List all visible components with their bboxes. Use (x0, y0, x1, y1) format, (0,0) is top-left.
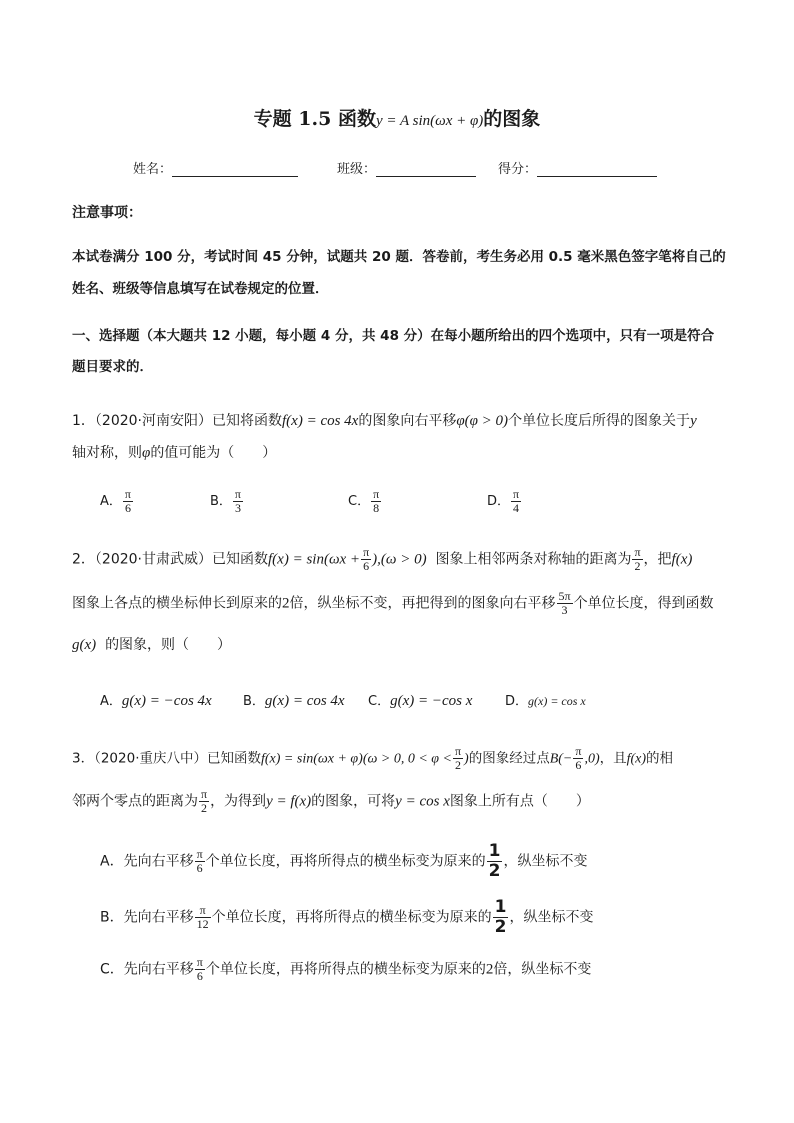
page-title (0, 104, 794, 131)
q3-formula: ,0) (584, 751, 600, 767)
class-field (337, 158, 476, 177)
frac-den: 6 (575, 758, 582, 772)
q2-formula: f(x) (671, 551, 693, 568)
fraction (371, 488, 381, 515)
q1-stem-line-1 (72, 410, 697, 432)
fraction (199, 788, 209, 815)
fraction (195, 956, 205, 983)
q1-option-b[interactable] (210, 488, 244, 515)
fraction (493, 898, 509, 937)
q3-text: ，为得到 (210, 793, 267, 810)
frac-den: 6 (196, 861, 203, 875)
frac-den: 3 (561, 603, 568, 617)
q2-option-d[interactable] (505, 690, 586, 709)
q1-option-a[interactable] (100, 488, 134, 515)
option-label: C． (348, 494, 371, 509)
fraction (557, 590, 573, 617)
q3-text: 图象上所有点（ ） (449, 793, 590, 810)
option-text: C．先向右平移 (100, 961, 194, 978)
q1-text: 的图象向右平移 (358, 413, 457, 429)
option-formula: g(x) = cos x (528, 694, 586, 708)
q2-text: 图象上相邻两条对称轴的距离为 (435, 551, 632, 568)
score-field (498, 158, 657, 177)
frac-num: π (195, 904, 211, 918)
q1-text: 个单位长度后所得的图象关于 (508, 413, 691, 429)
option-label: A． (100, 694, 122, 709)
frac-den: 6 (196, 969, 203, 983)
fraction (233, 488, 243, 515)
fraction (195, 904, 211, 931)
option-formula: g(x) = cos 4x (264, 693, 345, 709)
name-label: 姓名： (133, 162, 173, 177)
q2-text: 的图象，则（ ） (105, 637, 232, 653)
q1-text: 的值可能为（ ） (150, 445, 277, 461)
frac-den: 2 (494, 917, 507, 937)
q2-formula: f(x) = sin(ωx + (268, 551, 361, 568)
frac-den: 3 (234, 501, 241, 515)
q2-stem-line-3 (72, 634, 231, 656)
q2-option-c[interactable] (368, 690, 472, 710)
q3-option-a[interactable] (100, 842, 587, 881)
frac-num: π (373, 487, 380, 501)
notice-heading: 注意事项： (72, 205, 142, 221)
frac-den: 12 (196, 917, 209, 931)
frac-num: π (363, 545, 370, 559)
q3-text: 的图象经过点 (468, 750, 550, 767)
q3-formula: ) (464, 751, 469, 767)
fraction (511, 488, 521, 515)
fraction (123, 488, 133, 515)
frac-num: π (454, 744, 462, 758)
class-blank[interactable] (376, 162, 476, 177)
q1-stem-line-2 (72, 442, 276, 464)
frac-num: 1 (488, 841, 501, 861)
q1-option-d[interactable] (487, 488, 522, 515)
q1-formula: y (690, 413, 697, 429)
name-blank[interactable] (172, 162, 298, 177)
frac-num: π (634, 545, 641, 559)
fraction (195, 848, 205, 875)
option-label: B． (243, 694, 265, 709)
q3-text: ，且 (599, 750, 627, 767)
class-label: 班级： (337, 162, 377, 177)
q3-formula: f(x) = sin(ωx + φ)(ω > 0, 0 < φ < (261, 751, 452, 767)
option-text: 倍，纵坐标不变 (493, 961, 592, 978)
q3-stem-line-1 (72, 745, 673, 772)
title-suffix: 的图象 (483, 108, 541, 130)
q3-formula: y = f(x) (266, 793, 312, 810)
q2-text: 2．（2020·甘肃武威）已知函数 (72, 551, 268, 568)
q2-text: 个单位长度，得到函数 (573, 595, 714, 612)
q2-formula: g(x) (72, 637, 97, 653)
frac-den: 2 (455, 758, 461, 772)
option-formula: g(x) = −cos 4x (121, 693, 212, 709)
q3-option-c[interactable] (100, 956, 591, 983)
q1-formula: φ(φ > 0) (456, 413, 509, 429)
frac-num: π (575, 744, 582, 758)
frac-num: π (196, 847, 203, 861)
frac-num: π (196, 955, 203, 969)
q2-formula: ),(ω > 0) (372, 551, 427, 568)
q2-text: 图象上各点的横坐标伸长到原来的 (72, 595, 282, 612)
option-formula: 2 (485, 961, 494, 978)
q2-option-a[interactable] (100, 690, 212, 710)
q3-text: 的相 (646, 750, 674, 767)
q3-text: 3．（2020·重庆八中）已知函数 (72, 750, 261, 767)
notice-line-1: 本试卷满分 100 分，考试时间 45 分钟，试题共 20 题．答卷前，考生务必用 0.5 毫米黑色签字笔将自己的 (72, 249, 726, 265)
title-formula: y = A sin(ωx + φ) (375, 113, 484, 129)
frac-den: 2 (488, 861, 501, 881)
section-heading-line-1: 一、选择题（本大题共 12 小题，每小题 4 分，共 48 分）在每小题所给出的四个选项中，只有一项是符合 (72, 328, 715, 344)
q1-text: 1．（2020·河南安阳）已知将函数 (72, 413, 282, 429)
name-field (133, 158, 298, 177)
option-label: D． (505, 694, 529, 709)
option-text: B．先向右平移 (100, 909, 194, 926)
option-formula: g(x) = −cos x (390, 693, 473, 709)
frac-den: 2 (634, 559, 641, 573)
q2-text: ，把 (643, 551, 672, 568)
q2-stem-line-2 (72, 590, 714, 617)
option-text: ，纵坐标不变 (503, 853, 588, 870)
frac-num: π (234, 487, 241, 501)
fraction (632, 546, 642, 573)
q2-formula: 2 (282, 595, 290, 612)
q2-option-b[interactable] (243, 690, 345, 710)
frac-den: 8 (373, 501, 380, 515)
q3-text: 的图象，可将 (311, 793, 396, 810)
frac-den: 6 (363, 559, 370, 573)
option-text: 个单位长度，再将所得点的横坐标变为原来的 (205, 853, 486, 870)
q1-formula: f(x) = cos 4x (282, 413, 359, 429)
q2-stem-line-1 (72, 546, 692, 573)
fraction (573, 745, 583, 772)
option-label: D． (487, 494, 511, 509)
q3-option-b[interactable] (100, 898, 593, 937)
q3-formula: B(− (549, 751, 573, 767)
option-text: 个单位长度，再将所得点的横坐标变为原来的 (205, 961, 486, 978)
frac-den: 2 (201, 801, 208, 815)
fraction (361, 546, 371, 573)
frac-num: 5π (558, 589, 571, 603)
frac-den: 4 (513, 501, 520, 515)
q1-text: 轴对称，则 (72, 445, 142, 461)
frac-num: π (513, 487, 520, 501)
q2-text: 倍，纵坐标不变，再把得到的图象向右平移 (289, 595, 556, 612)
option-label: B． (210, 494, 232, 509)
option-text: ，纵坐标不变 (509, 909, 594, 926)
frac-num: π (201, 787, 208, 801)
q1-option-c[interactable] (348, 488, 382, 515)
option-text: 个单位长度，再将所得点的横坐标变为原来的 (211, 909, 492, 926)
q3-text: 邻两个零点的距离为 (72, 793, 198, 810)
q3-stem-line-2 (72, 788, 590, 815)
option-text: A．先向右平移 (100, 853, 194, 870)
section-heading-line-2: 题目要求的． (72, 359, 153, 375)
notice-line-2: 姓名、班级等信息填写在试卷规定的位置． (72, 281, 329, 297)
q1-formula: φ (142, 445, 151, 461)
frac-den: 6 (124, 501, 131, 515)
title-prefix: 专题 1.5 函数 (253, 108, 376, 130)
option-label: A． (100, 494, 122, 509)
frac-num: π (124, 487, 131, 501)
option-label: C． (368, 694, 391, 709)
fraction (487, 842, 503, 881)
q3-formula: f(x) (626, 751, 647, 767)
q3-formula: y = cos x (395, 793, 450, 810)
score-label: 得分： (498, 162, 538, 177)
frac-num: 1 (494, 897, 507, 917)
score-blank[interactable] (537, 162, 657, 177)
fraction (453, 745, 463, 772)
